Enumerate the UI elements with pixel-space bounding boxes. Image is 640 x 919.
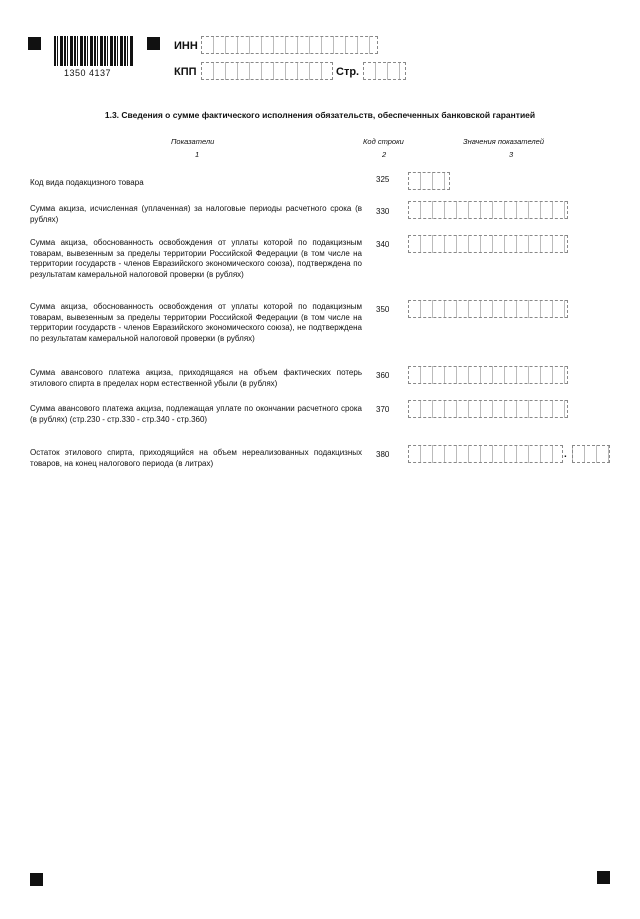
row-label-330: Сумма акциза, исчисленная (уплаченная) за налоговые периоды расчетного срока (в рублях) xyxy=(30,204,362,224)
page-number-field[interactable] xyxy=(363,62,406,80)
value-field-350[interactable] xyxy=(408,300,568,318)
column-number-3: 3 xyxy=(509,150,514,159)
value-field-340[interactable] xyxy=(408,235,568,253)
row-label-380: Остаток этилового спирта, приходящийся на объем нереализованных подакцизных товаров, на конец налогового периода (в литрах) xyxy=(30,448,362,468)
row-code-325: 325 xyxy=(376,175,390,184)
corner-marker-bottom-left xyxy=(30,873,43,886)
inn-field[interactable] xyxy=(201,36,378,54)
row-label-360: Сумма авансового платежа акциза, приходящаяся на объем фактических потерь этилового спирта в пределах норм естественной убыли (в рублях) xyxy=(30,368,362,388)
barcode-number: 1350 4137 xyxy=(64,68,112,78)
corner-marker-top-left xyxy=(28,37,41,50)
value-field-360[interactable] xyxy=(408,366,568,384)
row-code-380: 380 xyxy=(376,450,390,459)
inn-label: ИНН xyxy=(174,40,198,52)
value-field-380-integer[interactable] xyxy=(408,445,563,463)
value-field-325[interactable] xyxy=(408,172,450,190)
column-header-indicators: Показатели xyxy=(171,137,215,146)
row-code-370: 370 xyxy=(376,405,390,414)
column-number-2: 2 xyxy=(382,150,387,159)
value-field-370[interactable] xyxy=(408,400,568,418)
column-header-values: Значения показателей xyxy=(463,137,545,146)
barcode xyxy=(54,36,134,66)
row-code-360: 360 xyxy=(376,371,390,380)
section-title: 1.3. Сведения о сумме фактического исполнения обязательств, обеспеченных банковской гарантией xyxy=(104,110,536,120)
kpp-field[interactable] xyxy=(201,62,333,80)
row-code-330: 330 xyxy=(376,207,390,216)
page-label: Стр. xyxy=(336,66,360,78)
value-field-380-fraction[interactable] xyxy=(572,445,610,463)
kpp-label: КПП xyxy=(174,66,197,78)
column-number-1: 1 xyxy=(195,150,200,159)
row-label-340: Сумма акциза, обоснованность освобождения от уплаты которой по подакцизным товарам, вывезенным за пределы территории Российской Федерации (в том числе на территории государств - членов Евразийского экономического союза), подтверждена по результатам камеральной налоговой проверки (в рублях) xyxy=(30,238,362,279)
row-label-325: Код вида подакцизного товара xyxy=(30,178,144,187)
corner-marker-bottom-right xyxy=(597,871,610,884)
corner-marker-top-right xyxy=(147,37,160,50)
decimal-point: . xyxy=(564,449,567,460)
value-field-330[interactable] xyxy=(408,201,568,219)
row-code-340: 340 xyxy=(376,240,390,249)
column-header-code: Код строки xyxy=(363,137,404,146)
row-code-350: 350 xyxy=(376,305,390,314)
row-label-370: Сумма авансового платежа акциза, подлежащая уплате по окончании расчетного срока (в рублях) (стр.230 - стр.330 - стр.340 - стр.360) xyxy=(30,404,362,424)
row-label-350: Сумма акциза, обоснованность освобождения от уплаты которой по подакцизным товарам, вывезенным за пределы территории Российской Федерации (в том числе на территории государств - членов Евразийского экономического союза), не подтверждена по результатам камеральной налоговой проверки (в рублях) xyxy=(30,302,362,343)
